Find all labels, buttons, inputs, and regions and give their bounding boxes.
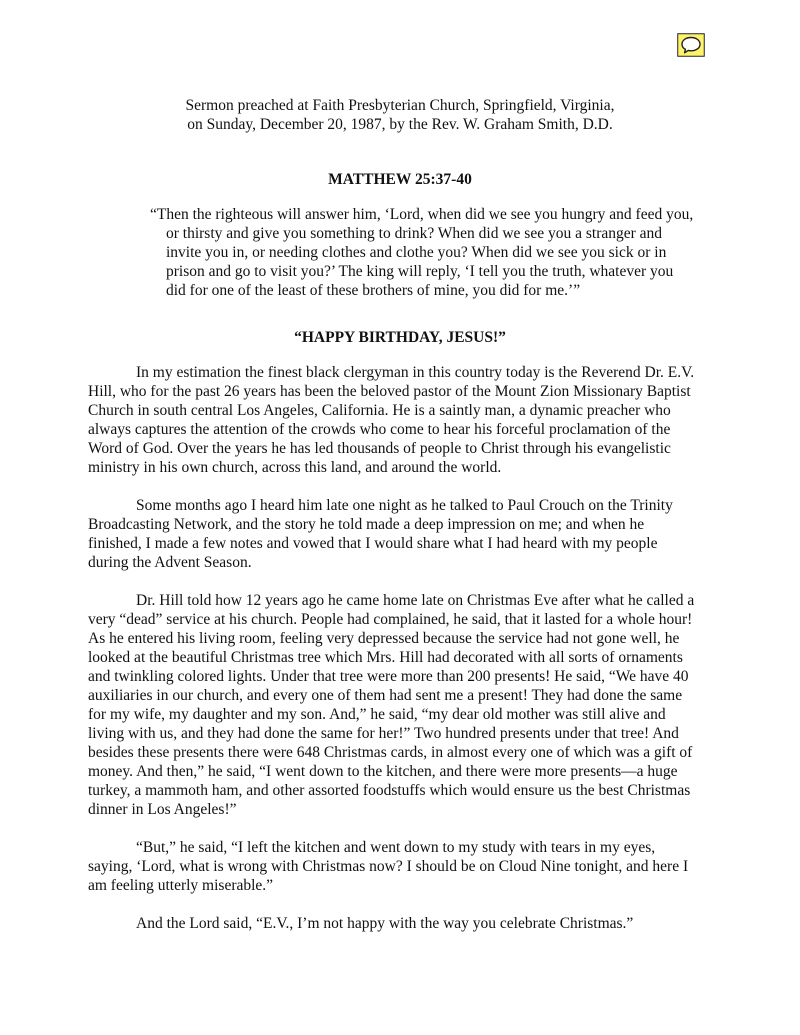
paragraph-line: “But,” he said, “I left the kitchen and went down to my study with tears in my eyes, <box>136 839 656 856</box>
paragraph <box>88 363 728 477</box>
comment-note-icon[interactable] <box>677 33 705 57</box>
paragraph-line: auxiliaries in our church, and every one of them had sent me a present! They had done the same <box>88 687 683 704</box>
scripture-line: did for one of the least of these brothers of mine, you did for me.’” <box>166 282 581 299</box>
scripture-quote <box>150 205 710 300</box>
paragraph-line: am feeling utterly miserable.” <box>88 877 274 894</box>
paragraph-line: Broadcasting Network, and the story he told made a deep impression on me; and when he <box>88 516 645 533</box>
paragraph-line: Dr. Hill told how 12 years ago he came home late on Christmas Eve after what he called a <box>136 592 695 609</box>
paragraph-line: Some months ago I heard him late one night as he talked to Paul Crouch on the Trinity <box>136 497 673 514</box>
scripture-line: or thirsty and give you something to drink? When did we see you a stranger and <box>166 225 663 242</box>
paragraph-line: during the Advent Season. <box>88 554 252 571</box>
paragraph-line: finished, I made a few notes and vowed that I would share what I had heard with my people <box>88 535 658 552</box>
scripture-line: “Then the righteous will answer him, ‘Lord, when did we see you hungry and feed you, <box>150 206 694 223</box>
paragraph-line: Church in south central Los Angeles, California. He is a saintly man, a dynamic preacher who <box>88 402 671 419</box>
paragraph <box>88 838 728 895</box>
paragraph-line: always captures the attention of the crowds who come to hear his forceful proclamation of the <box>88 421 671 438</box>
scripture-line: prison and go to visit you?’ The king will reply, ‘I tell you the truth, whatever you <box>166 263 674 280</box>
sermon-title: “HAPPY BIRTHDAY, JESUS!” <box>294 329 506 346</box>
paragraph-line: ministry in his own church, across this land, and around the world. <box>88 459 502 476</box>
paragraph-line: saying, ‘Lord, what is wrong with Christmas now? I should be on Cloud Nine tonight, and here I <box>88 858 689 875</box>
sermon-body <box>88 363 728 952</box>
paragraph-line: Word of God. Over the years he has led thousands of people to Christ through his evangelistic <box>88 440 671 457</box>
paragraph <box>88 496 728 572</box>
paragraph <box>88 914 728 933</box>
paragraph-line: looked at the beautiful Christmas tree which Mrs. Hill had decorated with all sorts of ornaments <box>88 649 683 666</box>
paragraph-line: As he entered his living room, feeling very depressed because the service had not gone well, he <box>88 630 680 647</box>
paragraph <box>88 591 728 819</box>
paragraph-line: money. And then,” he said, “I went down to the kitchen, and there were more presents—a huge <box>88 763 678 780</box>
header-line: on Sunday, December 20, 1987, by the Rev. W. Graham Smith, D.D. <box>187 116 613 133</box>
paragraph-line: very “dead” service at his church. People had complained, he said, that it lasted for a whole hour! <box>88 611 693 628</box>
paragraph-line: and twinkling colored lights. Under that tree were more than 200 presents! He said, “We have 40 <box>88 668 689 685</box>
paragraph-line: dinner in Los Angeles!” <box>88 801 237 818</box>
paragraph-line: besides these presents there were 648 Christmas cards, in almost every one of which was a gift of <box>88 744 693 761</box>
scripture-line: invite you in, or needing clothes and clothe you? When did we see you sick or in <box>166 244 667 261</box>
paragraph-line: turkey, a mammoth ham, and other assorted foodstuffs which would ensure us the best Christmas <box>88 782 691 799</box>
scripture-reference-title: MATTHEW 25:37-40 <box>328 171 472 188</box>
paragraph-line: And the Lord said, “E.V., I’m not happy with the way you celebrate Christmas.” <box>136 915 634 932</box>
sermon-header <box>0 96 800 134</box>
paragraph-line: for my wife, my daughter and my son. And,” he said, “my dear old mother was still alive and <box>88 706 666 723</box>
paragraph-line: In my estimation the finest black clergyman in this country today is the Reverend Dr. E.V. <box>136 364 695 381</box>
paragraph-line: Hill, who for the past 26 years has been the beloved pastor of the Mount Zion Missionary Baptist <box>88 383 691 400</box>
paragraph-line: living with us, and they had done the same for her!” Two hundred presents under that tree! And <box>88 725 679 742</box>
header-line: Sermon preached at Faith Presbyterian Church, Springfield, Virginia, <box>185 97 615 114</box>
